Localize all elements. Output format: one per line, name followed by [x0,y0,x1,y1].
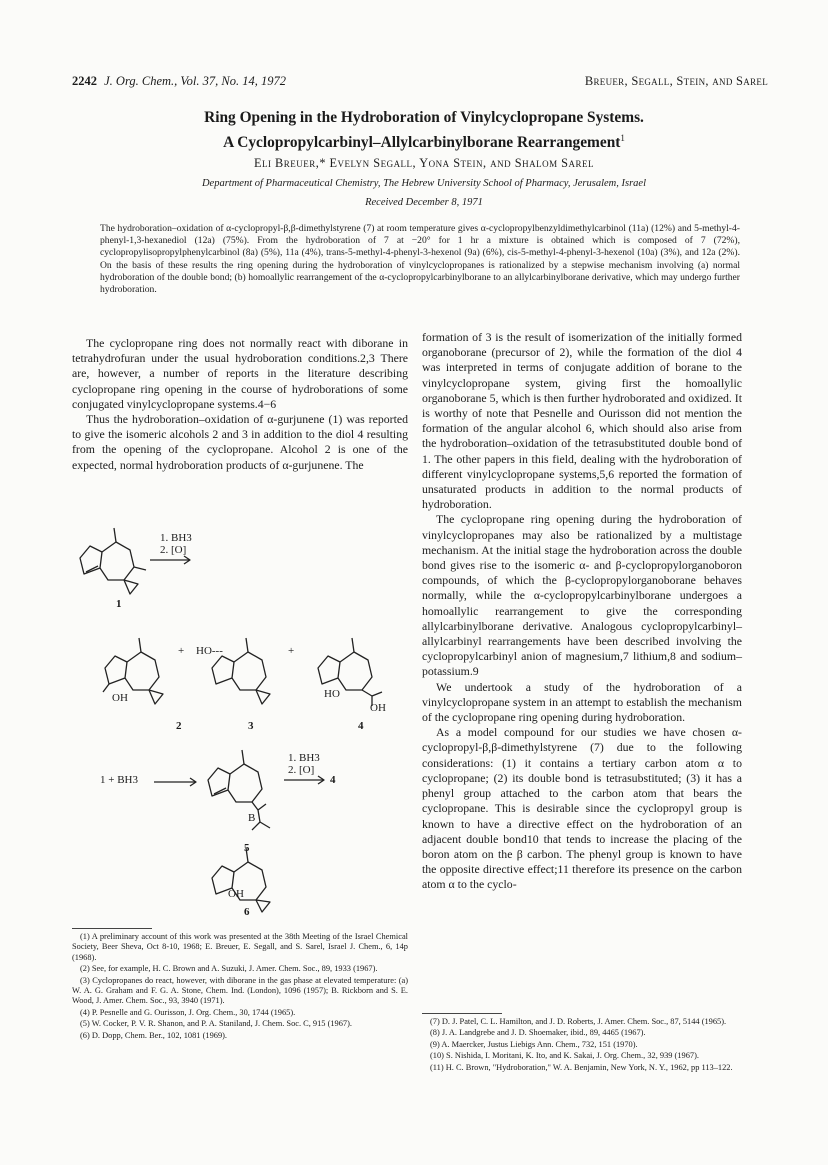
author-list: Eli Breuer,* Evelyn Segall, Yona Stein, and Shalom Sarel [253,156,595,170]
right-column [422,330,742,893]
footnotes-right [422,1017,742,1074]
compound-label-5: 5 [244,842,250,854]
reaction-arrow-2 [154,778,196,786]
reaction-scheme [72,512,408,922]
affiliation: Department of Pharmaceutical Chemistry, The Hebrew University School of Pharmacy, Jerusalem, Israel [201,178,647,189]
footnote-10: (10) S. Nishida, I. Moritani, K. Ito, and K. Sakai, J. Org. Chem., 32, 939 (1967). [430,1051,699,1061]
left-column [72,336,408,473]
footnote-2: (2) See, for example, H. C. Brown and A. Suzuki, J. Amer. Chem. Soc., 89, 1933 (1967). [80,964,378,974]
article-title [60,107,788,153]
ho-label-4: HO [324,688,340,700]
scheme-drawing [72,512,408,922]
compound-label-3: 3 [248,720,254,732]
running-head-left [72,74,286,89]
title-line-1: Ring Opening in the Hydroboration of Vinylcyclopropane Systems. [204,109,644,126]
footnote-divider-left [72,928,152,929]
structure-1 [80,528,146,594]
abstract: The hydroboration–oxidation of α-cyclopropyl-β,β-dimethylstyrene (7) at room temperature gives α-cyclopropylbenzyldimethylcarbinol (11a) (12%) and 5-methyl-4-phenyl-1,3-hexanediol (12a) (75%). From the hydroboration of 7 at −20° for 1 hr a mixture is obtained which is composed of 7 (72%), cyclopropylisopropylphenylcarbinol (8a) (5%), 11a (4%), trans-5-methyl-4-phenyl-3-hexenol (9a) (6%), cis-5-methyl-4-phenyl-3-hexenol (10a) (3%), and 12a (2%). On the basis of these results the ring opening during the hydroboration of vinylcyclopropanes is rationalized by a stepwise mechanism involving (a) normal hydroboration of the double bond; (b) homoallylic rearrangement of the α-cyclopropylcarbinylborane to an allylcarbinylborane derivative, which may undergo further hydroboration. [100,223,740,296]
footnote-8: (8) J. A. Landgrebe and J. D. Shoemaker, ibid., 89, 4465 (1967). [430,1028,646,1038]
compound-label-1: 1 [116,598,122,610]
footnote-1: (1) A preliminary account of this work was presented at the 38th Meeting of the Israel Chemical Society, Beer Sheva, Oct 8-10, 1968; E. Breuer, E. Segall, and S. Sarel, Israel J. Chem., 6, 14p (1968). [72,932,408,962]
equation-product: 4 [330,774,336,786]
oh-label-4: OH [370,702,386,714]
received-date: Received December 8, 1971 [365,197,483,208]
running-head [72,74,768,90]
reaction-arrow-1 [150,556,190,564]
compound-label-2: 2 [176,720,182,732]
ho-label-3: HO--- [196,645,223,657]
page-number: 2242 [72,74,97,88]
footnotes-left [72,932,408,1042]
compound-label-4: 4 [358,720,364,732]
journal-citation: J. Org. Chem., Vol. 37, No. 14, 1972 [104,74,286,88]
reagent-2-line-1: 1. BH3 [288,752,320,764]
right-paragraph-2: The cyclopropane ring opening during the hydroboration of vinylcyclopropanes may also be rationalized by a multistage mechanism. At the initial stage the hydroboration across the double bond gives rise to the isomeric α- and β-cyclopropylorganoboron compounds, of which the β-cyclopropylorganoborane behaves normally, while the α-cyclopropylcarbinylborane undergoes a homoallylic rearrangement to give the corresponding allylcarbinylborane derivative. Analogous cyclopropylcarbinyl–allylcarbinyl rearrangements have been described involving the cyclopropylcarbinyl anion of magnesium,7 lithium,8 and sodium–potassium.9 [422,512,742,679]
reagent-1-line-2: 2. [O] [160,544,187,556]
plus-sign-2: + [288,645,295,657]
right-paragraph-1: formation of 3 is the result of isomerization of the initially formed organoborane (precursor of 2), while the formation of the diol 4 was interpreted in terms of conjugate addition of borane to the vinylcyclopropane system, giving first the homoallylic organoborane 5, which is then further hydroborated and oxidized. It is worthy of note that Pesnelle and Ourisson did not mention the formation of the angular alcohol 6, which should also arise from the hydroboration–oxidation of the tetrasubstituted double bond of 1. The other papers in this field, dealing with the hydroboration of different vinylcyclopropane systems,5,6 reported the formation of unsaturated products in addition to the normal products of hydroboration. [422,330,742,512]
left-paragraph-2: Thus the hydroboration–oxidation of α-gurjunene (1) was reported to give the isomeric alcohols 2 and 3 in addition to the diol 4 resulting from the opening of the cyclopropane. Alcohol 2 is one of the expected, normal hydroboration products of α-gurjunene. The [72,412,408,472]
footnote-4: (4) P. Pesnelle and G. Ourisson, J. Org. Chem., 30, 1744 (1965). [80,1007,296,1017]
footnote-11: (11) H. C. Brown, "Hydroboration," W. A. Benjamin, New York, N. Y., 1962, pp 113–122. [430,1062,733,1072]
oh-label-2: OH [112,692,128,704]
compound-label-6: 6 [244,906,250,918]
reaction-arrow-3 [284,776,324,784]
equation-reactants: 1 + BH3 [100,774,138,786]
footnote-divider-right [422,1013,502,1014]
reagent-2-line-2: 2. [O] [288,764,315,776]
reagent-1-line-1: 1. BH3 [160,532,192,544]
structure-6 [212,848,270,912]
plus-sign-1: + [178,645,185,657]
right-paragraph-3: We undertook a study of the hydroboration of a vinylcyclopropane system in an attempt to establish the mechanism of the cyclopropane ring opening during hydroboration. [422,679,742,725]
left-paragraph-1: The cyclopropane ring does not normally react with diborane in tetrahydrofuran under the usual hydroboration conditions.2,3 There are, however, a number of reports in the literature describing cyclopropane ring opening in the course of hydroborations of some conjugated vinylcyclopropane systems.4−6 [72,336,408,411]
title-footnote-mark: 1 [620,133,625,143]
running-head-authors: Breuer, Segall, Stein, and Sarel [584,74,768,88]
footnote-9: (9) A. Maercker, Justus Liebigs Ann. Chem., 732, 151 (1970). [430,1039,638,1049]
footnote-7: (7) D. J. Patel, C. L. Hamilton, and J. D. Roberts, J. Amer. Chem. Soc., 87, 5144 (1965). [430,1017,727,1026]
title-line-2 [60,128,788,153]
right-paragraph-4: As a model compound for our studies we have chosen α-cyclopropyl-β,β-dimethylstyrene (7) due to the following considerations: (1) it contains a tertiary carbon atom α to cyclopropane; (2) its double bond is tetrasubstituted; (3) it has a phenyl group attached to the carbon atom that bears the cyclopropane. This is desirable since the cyclopropyl group is known to have a directive effect on the hydroboration of an adjacent double bond10 that tends to increase the placing of the boron atom on the β carbon. The phenyl group is known to have the opposite directive effect;11 therefore its presence on the carbon atom α to the cyclo- [422,725,742,892]
footnote-5: (5) W. Cocker, P. V. R. Shanon, and P. A. Staniland, J. Chem. Soc. C, 915 (1967). [80,1019,353,1029]
footnote-6: (6) D. Dopp, Chem. Ber., 102, 1081 (1969). [80,1030,228,1040]
boron-label: B [248,812,256,824]
structure-5 [208,750,270,830]
footnote-3: (3) Cyclopropanes do react, however, with diborane in the gas phase at elevated temperature: (a) W. A. G. Graham and F. G. A. Stone, Chem. Ind. (London), 1096 (1957); B. Rickborn and S. E. Wood, J. Amer. Chem. Soc., 93, 3940 (1971). [72,975,408,1006]
title-line-2-text: A Cyclopropylcarbinyl–Allylcarbinylborane Rearrangement [223,134,621,152]
oh-label-6: OH [228,888,244,900]
